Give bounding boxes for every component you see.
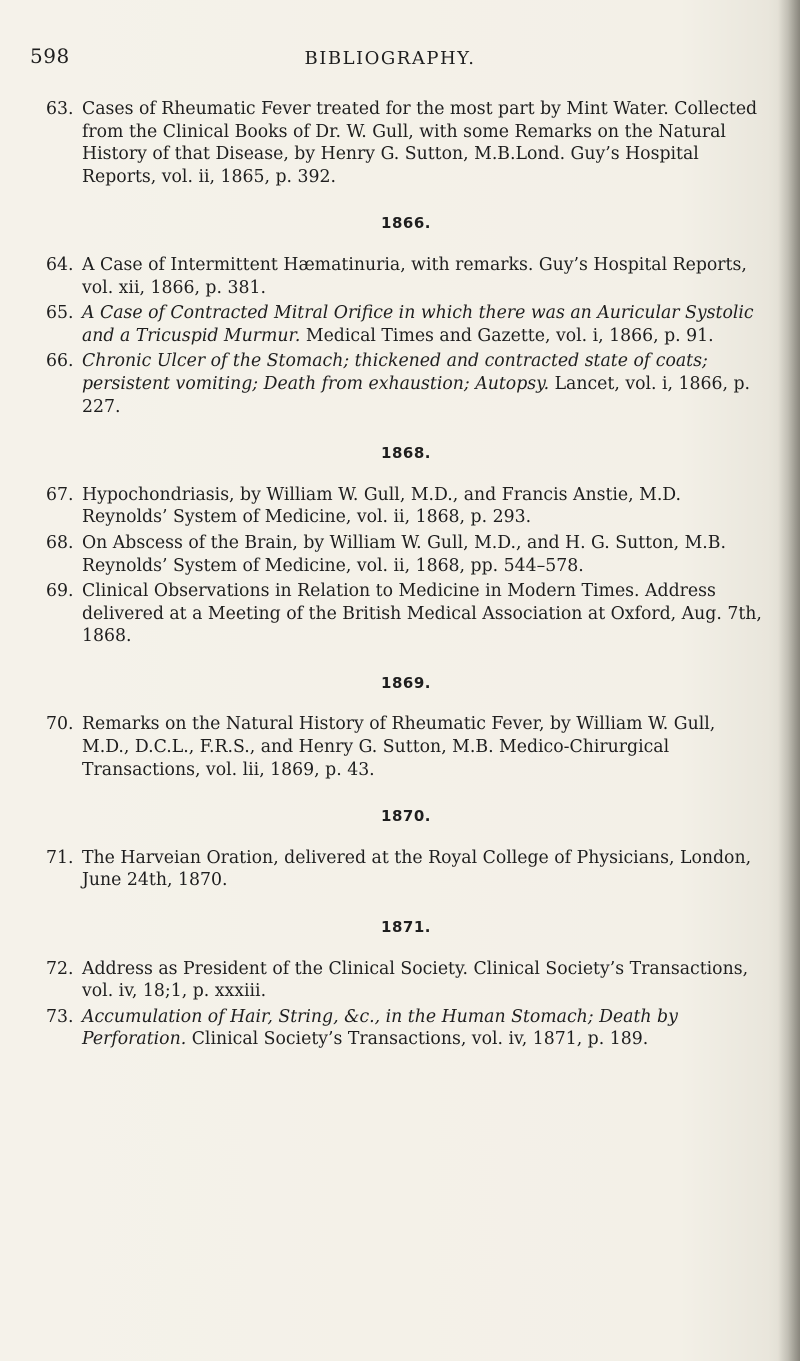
entry-text: Clinical Observations in Relation to Medicine in Modern Times. Address delivered at a Meeting of the British Medical Association at Oxford, Aug. 7th, 1868. (82, 581, 762, 647)
entry-text: A Case of Intermittent Hæmatinuria, with remarks. Guy’s Hospital Reports, vol. xii, 1866, p. 381. (82, 254, 747, 298)
page-header (30, 44, 750, 84)
page-edge-shadow (778, 0, 800, 1361)
entry-text: Clinical Society’s Transactions, vol. iv, 1871, p. 189. (191, 1029, 649, 1050)
entry-text: Remarks on the Natural History of Rheumatic Fever, by William W. Gull, M.D., D.C.L., F.R.S., and Henry G. Sutton, M.B. Medico-Chirurgical Transactions, vol. lii, 1869, p. 43. (82, 714, 716, 780)
year-heading: 1869. (381, 673, 431, 692)
entry-number: 68. (46, 532, 74, 553)
bibliography-entry (46, 847, 766, 892)
running-title: BIBLIOGRAPHY. (304, 48, 476, 69)
entry-text: On Abscess of the Brain, by William W. Gull, M.D., and H. G. Sutton, M.B. Reynolds’ System of Medicine, vol. ii, 1868, pp. 544–578. (82, 532, 726, 576)
entry-title-italic: A Case of Contracted Mitral Orifice in which there was an Auricular Systolic and a Tricuspid Murmur. (82, 303, 754, 346)
year-heading: 1866. (381, 214, 431, 233)
entry-title-italic: Chronic Ulcer of the Stomach; thickened and contracted state of coats; persistent vomiting; Death from exhaustion; Autopsy. (82, 351, 708, 394)
bibliography-entry (46, 302, 766, 347)
bibliography-entry (46, 254, 766, 299)
entry-number: 65. (46, 303, 74, 324)
bibliography-entry (46, 713, 766, 781)
bibliography-entry (46, 98, 766, 188)
bibliography-list (46, 98, 766, 1051)
entry-number: 72. (46, 958, 74, 979)
entry-number: 66. (46, 351, 74, 372)
entry-number: 73. (46, 1006, 74, 1027)
entry-number: 69. (46, 581, 74, 602)
year-heading: 1868. (381, 444, 431, 463)
entry-text: Address as President of the Clinical Society. Clinical Society’s Transactions, vol. iv, 18;1, p. xxxiii. (82, 958, 749, 1002)
entry-number: 67. (46, 484, 74, 505)
entry-text: Cases of Rheumatic Fever treated for the most part by Mint Water. Collected from the Clinical Books of Dr. W. Gull, with some Remarks on the Natural History of that Disease, by Henry G. Sutton, M.B.Lond. Guy’s Hospital Reports, vol. ii, 1865, p. 392. (82, 99, 758, 187)
entry-text: Hypochondriasis, by William W. Gull, M.D., and Francis Anstie, M.D. Reynolds’ System of Medicine, vol. ii, 1868, p. 293. (82, 484, 682, 528)
entry-title-italic: Accumulation of Hair, String, &c., in the Human Stomach; Death by Perforation. (82, 1006, 678, 1050)
year-heading: 1871. (381, 918, 431, 937)
bibliography-entry (46, 532, 766, 577)
entry-text: Medical Times and Gazette, vol. i, 1866, p. 91. (305, 325, 714, 346)
bibliography-entry (46, 1006, 766, 1051)
year-heading: 1870. (381, 807, 431, 826)
entry-number: 63. (46, 99, 74, 119)
entry-number: 70. (46, 714, 74, 735)
bibliography-entry (46, 484, 766, 529)
entry-text: Lancet, vol. i, 1866, p. 227. (82, 373, 751, 417)
entry-number: 71. (46, 847, 74, 868)
bibliography-entry (46, 350, 766, 418)
bibliography-entry (46, 958, 766, 1003)
entry-number: 64. (46, 254, 74, 275)
bibliography-entry (46, 580, 766, 648)
entry-text: The Harveian Oration, delivered at the Royal College of Physicians, London, June 24th, 1870. (82, 847, 752, 891)
page-number: 598 (30, 44, 70, 68)
